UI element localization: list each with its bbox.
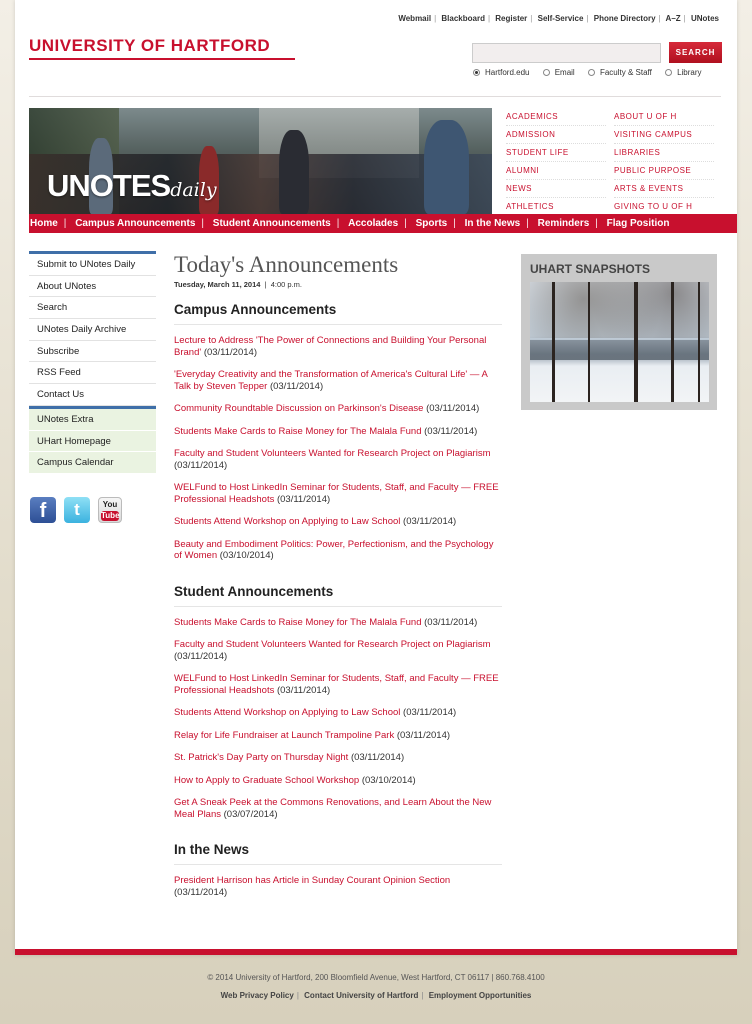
youtube-icon[interactable] [98,497,122,523]
announcement-date: (03/10/2014) [219,550,274,561]
announcement-date: (03/11/2014) [203,346,257,358]
announcement-link[interactable]: Faculty and Student Volunteers Wanted for Research Project on Plagiarism [174,639,491,650]
scope-label: Library [677,68,702,77]
logo-text: UNIVERSITY OF HARTFORD [29,36,271,55]
left-nav-rss[interactable]: RSS Feed [29,362,156,384]
banner-title-main: UNOTES [47,168,171,203]
announcement-item [174,797,502,820]
youtube-icon-tube: Tube [101,511,120,520]
menu-sports[interactable]: Sports [415,218,448,229]
left-nav-campus-calendar[interactable]: Campus Calendar [29,452,156,474]
publish-date: Tuesday, March 11, 2014 [174,280,261,289]
announcement-link[interactable]: Students Attend Workshop on Applying to Law School [174,707,401,718]
announcement-date: (03/11/2014) [276,684,331,696]
announcement-link[interactable]: Community Roundtable Discussion on Parkinson's Disease [174,403,424,414]
announcement-link[interactable]: 'Everyday Creativity and the Transformation of America's Cultural Life' — A Talk by Steven Tepper [174,369,488,392]
announcement-date: (03/11/2014) [174,650,228,662]
announcement-item [174,775,502,787]
radio-icon [665,69,672,76]
left-sidebar-nav [29,251,156,474]
snapshots-title: UHART SNAPSHOTS [530,262,651,276]
nav-admission[interactable]: ADMISSION [506,126,606,144]
nav-about[interactable]: ABOUT U OF H [614,108,714,126]
university-logo[interactable] [29,36,295,60]
announcement-date: (03/11/2014) [403,516,457,527]
publish-time: 4:00 p.m. [270,280,303,289]
announcement-link[interactable]: Get A Sneak Peek at the Commons Renovations, and Learn About the New Meal Plans [174,797,492,820]
snapshot-photo-trunk [634,282,638,402]
unotes-menu-bar: Home | Campus Announcements | Student Announcements | Accolades | Sports | In the News | Reminders | Flag Position [29,214,737,233]
announcement-item [174,403,502,415]
announcement-item [174,707,502,719]
snapshot-photo-branches [530,282,709,338]
menu-campus-announcements[interactable]: Campus Announcements [75,218,196,229]
nav-visiting-campus[interactable]: VISITING CAMPUS [614,126,714,144]
nav-arts-events[interactable]: ARTS & EVENTS [614,180,714,198]
announcement-item [174,752,502,764]
logo-underline [29,58,295,60]
announcement-link[interactable]: Students Attend Workshop on Applying to Law School [174,516,401,527]
announcement-item [174,516,502,528]
facebook-icon[interactable]: f [30,497,56,523]
announcement-link[interactable]: Faculty and Student Volunteers Wanted for Research Project on Plagiarism [174,448,491,459]
main-site-nav-col1 [506,108,606,216]
scope-label: Hartford.edu [485,68,530,77]
left-nav-submit[interactable]: Submit to UNotes Daily [29,254,156,276]
announcement-link[interactable]: Relay for Life Fundraiser at Launch Trampoline Park [174,729,395,741]
top-links: Webmail | Blackboard | Register | Self-Service | Phone Directory | A–Z | UNotes [398,14,719,23]
announcement-item [174,369,502,392]
top-link-self-service[interactable]: Self-Service [537,14,584,23]
announcement-item [174,448,502,471]
menu-accolades[interactable]: Accolades [348,218,399,229]
nav-giving[interactable]: GIVING TO U OF H [614,198,714,216]
section-heading: Student Announcements [174,584,502,607]
announcement-date: (03/11/2014) [269,380,324,392]
unotes-daily-banner[interactable] [29,108,492,214]
nav-public-purpose[interactable]: PUBLIC PURPOSE [614,162,714,180]
scope-radio-email[interactable] [543,68,575,77]
announcement-section [174,302,502,562]
top-link-blackboard[interactable]: Blackboard [441,14,485,23]
main-content [174,252,502,898]
scope-radio-library[interactable] [665,68,701,77]
nav-libraries[interactable]: LIBRARIES [614,144,714,162]
left-nav-uhart-homepage[interactable]: UHart Homepage [29,431,156,453]
nav-athletics[interactable]: ATHLETICS [506,198,606,216]
top-link-webmail[interactable]: Webmail [398,14,432,23]
announcement-link[interactable]: How to Apply to Graduate School Workshop [174,774,360,786]
announcement-item [174,673,502,696]
announcement-item [174,639,502,662]
nav-alumni[interactable]: ALUMNI [506,162,606,180]
banner-title-daily: daily [170,179,217,201]
left-nav-subscribe[interactable]: Subscribe [29,341,156,363]
search-scope-radios [473,68,713,78]
announcement-link[interactable]: WELFund to Host LinkedIn Seminar for Students, Staff, and Faculty — FREE Professional Headshots [174,482,499,505]
page-bottom-bar [15,949,737,955]
snapshot-photo-trunk [552,282,555,402]
snapshot-photo-trunk [671,282,674,402]
menu-flag-position[interactable]: Flag Position [606,218,670,229]
announcement-link[interactable]: President Harrison has Article in Sunday Courant Opinion Section [174,875,451,886]
top-link-phone-directory[interactable]: Phone Directory [593,14,656,23]
scope-radio-faculty-staff[interactable] [588,68,652,77]
announcement-item [174,539,502,562]
announcement-date: (03/11/2014) [426,403,480,414]
youtube-icon-text: You [102,500,118,509]
page-container [15,0,737,955]
left-nav-group-extra [29,406,156,474]
header-divider [29,96,721,97]
footer-link-privacy[interactable]: Web Privacy Policy [220,991,294,1000]
announcement-item [174,730,502,742]
announcement-date: (03/11/2014) [276,493,331,505]
radio-icon [588,69,595,76]
radio-selected-icon [473,69,480,76]
banner-photo-person [279,130,309,214]
top-link-unotes[interactable]: UNotes [690,14,719,23]
announcement-link[interactable]: St. Patrick's Day Party on Thursday Night [174,752,349,763]
top-link-register[interactable]: Register [495,14,528,23]
radio-icon [543,69,550,76]
left-nav-group-main [29,251,156,406]
announcement-date: (03/11/2014) [350,752,405,763]
scope-label: Faculty & Staff [599,68,652,77]
left-nav-about[interactable]: About UNotes [29,276,156,298]
snapshot-photo-hill [530,340,709,360]
announcement-link[interactable]: Students Make Cards to Raise Money for The Malala Fund [174,425,422,437]
announcement-date: (03/10/2014) [361,774,416,786]
announcement-date: (03/11/2014) [174,886,228,898]
footer-link-employment[interactable]: Employment Opportunities [428,991,532,1000]
announcement-item [174,875,502,898]
twitter-icon[interactable]: t [64,497,90,523]
announcement-section [174,842,502,898]
announcement-date: (03/11/2014) [424,616,478,628]
banner-photo-person [424,120,469,214]
announcement-link[interactable]: Beauty and Embodiment Politics: Power, Perfectionism, and the Psychology of Women [174,538,494,561]
announcement-link[interactable]: WELFund to Host LinkedIn Seminar for Students, Staff, and Faculty — FREE Professional Headshots [174,673,499,696]
announcement-date: (03/11/2014) [403,707,457,718]
nav-student-life[interactable]: STUDENT LIFE [506,144,606,162]
search-button[interactable]: SEARCH [669,42,722,63]
announcement-date: (03/11/2014) [396,729,451,741]
publish-dateline: Tuesday, March 11, 2014 | 4:00 p.m. [174,280,303,289]
scope-radio-hartford[interactable] [473,68,529,77]
announcement-link[interactable]: Students Make Cards to Raise Money for The Malala Fund [174,616,422,628]
left-nav-contact[interactable]: Contact Us [29,384,156,406]
top-link-a-z[interactable]: A–Z [665,14,681,23]
nav-news[interactable]: NEWS [506,180,606,198]
announcement-item [174,335,502,358]
announcement-sections [174,302,502,898]
announcement-item [174,426,502,438]
menu-reminders[interactable]: Reminders [537,218,590,229]
snapshot-photo-trunk [588,282,590,402]
announcement-item [174,617,502,629]
uhart-snapshots-panel [521,254,717,410]
left-nav-unotes-extra[interactable]: UNotes Extra [29,409,156,431]
section-heading: Campus Announcements [174,302,502,325]
section-heading: In the News [174,842,502,865]
announcement-date: (03/11/2014) [174,459,228,471]
announcement-link[interactable]: Lecture to Address 'The Power of Connections and Building Your Personal Brand' [174,335,487,358]
snapshot-photo-trunk [698,282,700,402]
announcement-section [174,584,502,821]
left-nav-archive[interactable]: UNotes Daily Archive [29,319,156,341]
footer-links: Web Privacy Policy | Contact University of Hartford | Employment Opportunities [220,991,532,1000]
menu-home[interactable]: Home [30,218,58,229]
page-title: Today's Announcements [174,252,399,277]
footer-link-contact[interactable]: Contact University of Hartford [304,991,419,1000]
announcement-item [174,482,502,505]
menu-in-the-news[interactable]: In the News [464,218,521,229]
left-nav-search[interactable]: Search [29,297,156,319]
footer-address: © 2014 University of Hartford, 200 Bloomfield Avenue, West Hartford, CT 06117 | 860.768.4100 [207,973,545,982]
menu-student-announcements[interactable]: Student Announcements [212,218,331,229]
snapshot-photo[interactable] [530,282,709,402]
nav-academics[interactable]: ACADEMICS [506,108,606,126]
announcement-date: (03/07/2014) [223,808,278,820]
scope-label: Email [554,68,575,77]
announcement-date: (03/11/2014) [424,425,478,437]
banner-title [47,168,217,204]
main-site-nav-col2 [614,108,714,216]
search-input[interactable] [472,43,661,63]
